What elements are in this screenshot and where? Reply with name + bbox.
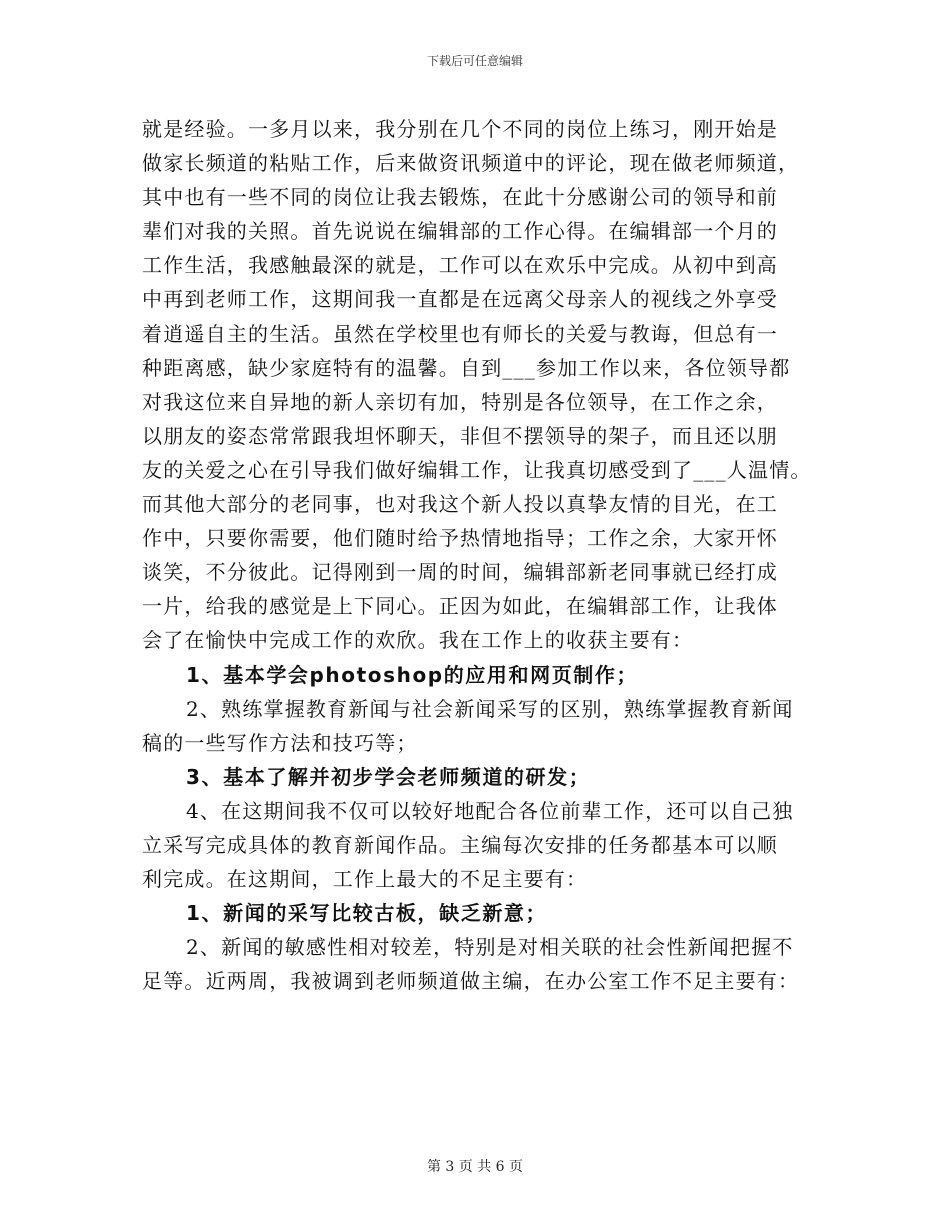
paragraph-line: 以朋友的姿态常常跟我坦怀聊天，非但不摆领导的架子，而且还以朋 xyxy=(142,423,778,448)
paragraph-line: 一片，给我的感觉是上下同心。正因为如此，在编辑部工作，让我体 xyxy=(142,594,778,619)
list-item-continuation: 立采写完成具体的教育新闻作品。主编每次安排的任务都基本可以顺 xyxy=(142,832,778,857)
list-item-heading: 1、新闻的采写比较古板，缺乏新意； xyxy=(186,901,548,926)
page-header: 下载后可任意编辑 xyxy=(426,54,523,68)
paragraph-line: 对我这位来自异地的新人亲切有加，特别是各位领导，在工作之余， xyxy=(142,389,778,414)
list-item-heading: 3、基本了解并初步学会老师频道的研发； xyxy=(186,764,591,789)
list-item: 4、在这期间我不仅可以较好地配合各位前辈工作，还可以自己独 xyxy=(186,798,794,823)
paragraph-line: 谈笑，不分彼此。记得刚到一周的时间，编辑部新老同事就已经打成 xyxy=(142,560,778,585)
list-item-continuation: 足等。近两周，我被调到老师频道做主编，在办公室工作不足主要有： xyxy=(142,969,800,994)
paragraph-line: 做家长频道的粘贴工作，后来做资讯频道中的评论，现在做老师频道， xyxy=(142,151,800,176)
list-item-heading: 1、基本学会photoshop的应用和网页制作； xyxy=(186,662,639,687)
paragraph-line: 种距离感，缺少家庭特有的温馨。自到___参加工作以来，各位领导都 xyxy=(142,355,791,380)
paragraph-line: 着逍遥自主的生活。虽然在学校里也有师长的关爱与教诲，但总有一 xyxy=(142,321,778,346)
paragraph-line: 就是经验。一多月以来，我分别在几个不同的岗位上练习，刚开始是 xyxy=(142,117,778,141)
list-item-continuation: 利完成。在这期间，工作上最大的不足主要有： xyxy=(142,867,588,892)
paragraph-line: 工作生活，我感触最深的就是，工作可以在欢乐中完成。从初中到高 xyxy=(142,253,778,278)
paragraph-line: 中再到老师工作，这期间我一直都是在远离父母亲人的视线之外享受 xyxy=(142,287,778,312)
paragraph-line: 作中，只要你需要，他们随时给予热情地指导；工作之余，大家开怀 xyxy=(142,526,778,551)
list-item-continuation: 稿的一些写作方法和技巧等； xyxy=(142,730,418,755)
body-text xyxy=(142,112,842,998)
paragraph-line: 会了在愉快中完成工作的欢欣。我在工作上的收获主要有： xyxy=(142,628,694,653)
list-item: 2、熟练掌握教育新闻与社会新闻采写的区别，熟练掌握教育新闻 xyxy=(186,696,794,721)
paragraph-line: 友的关爱之心在引导我们做好编辑工作，让我真切感受到了___人温情。 xyxy=(142,457,812,482)
paragraph-line: 其中也有一些不同的岗位让我去锻炼，在此十分感谢公司的领导和前 xyxy=(142,185,778,210)
paragraph-line: 而其他大部分的老同事，也对我这个新人投以真挚友情的目光，在工 xyxy=(142,492,778,517)
paragraph-line: 辈们对我的关照。首先说说在编辑部的工作心得。在编辑部一个月的 xyxy=(142,219,778,244)
list-item: 2、新闻的敏感性相对较差，特别是对相关联的社会性新闻把握不 xyxy=(186,935,794,960)
page-number: 第 3 页 共 6 页 xyxy=(426,1159,524,1175)
